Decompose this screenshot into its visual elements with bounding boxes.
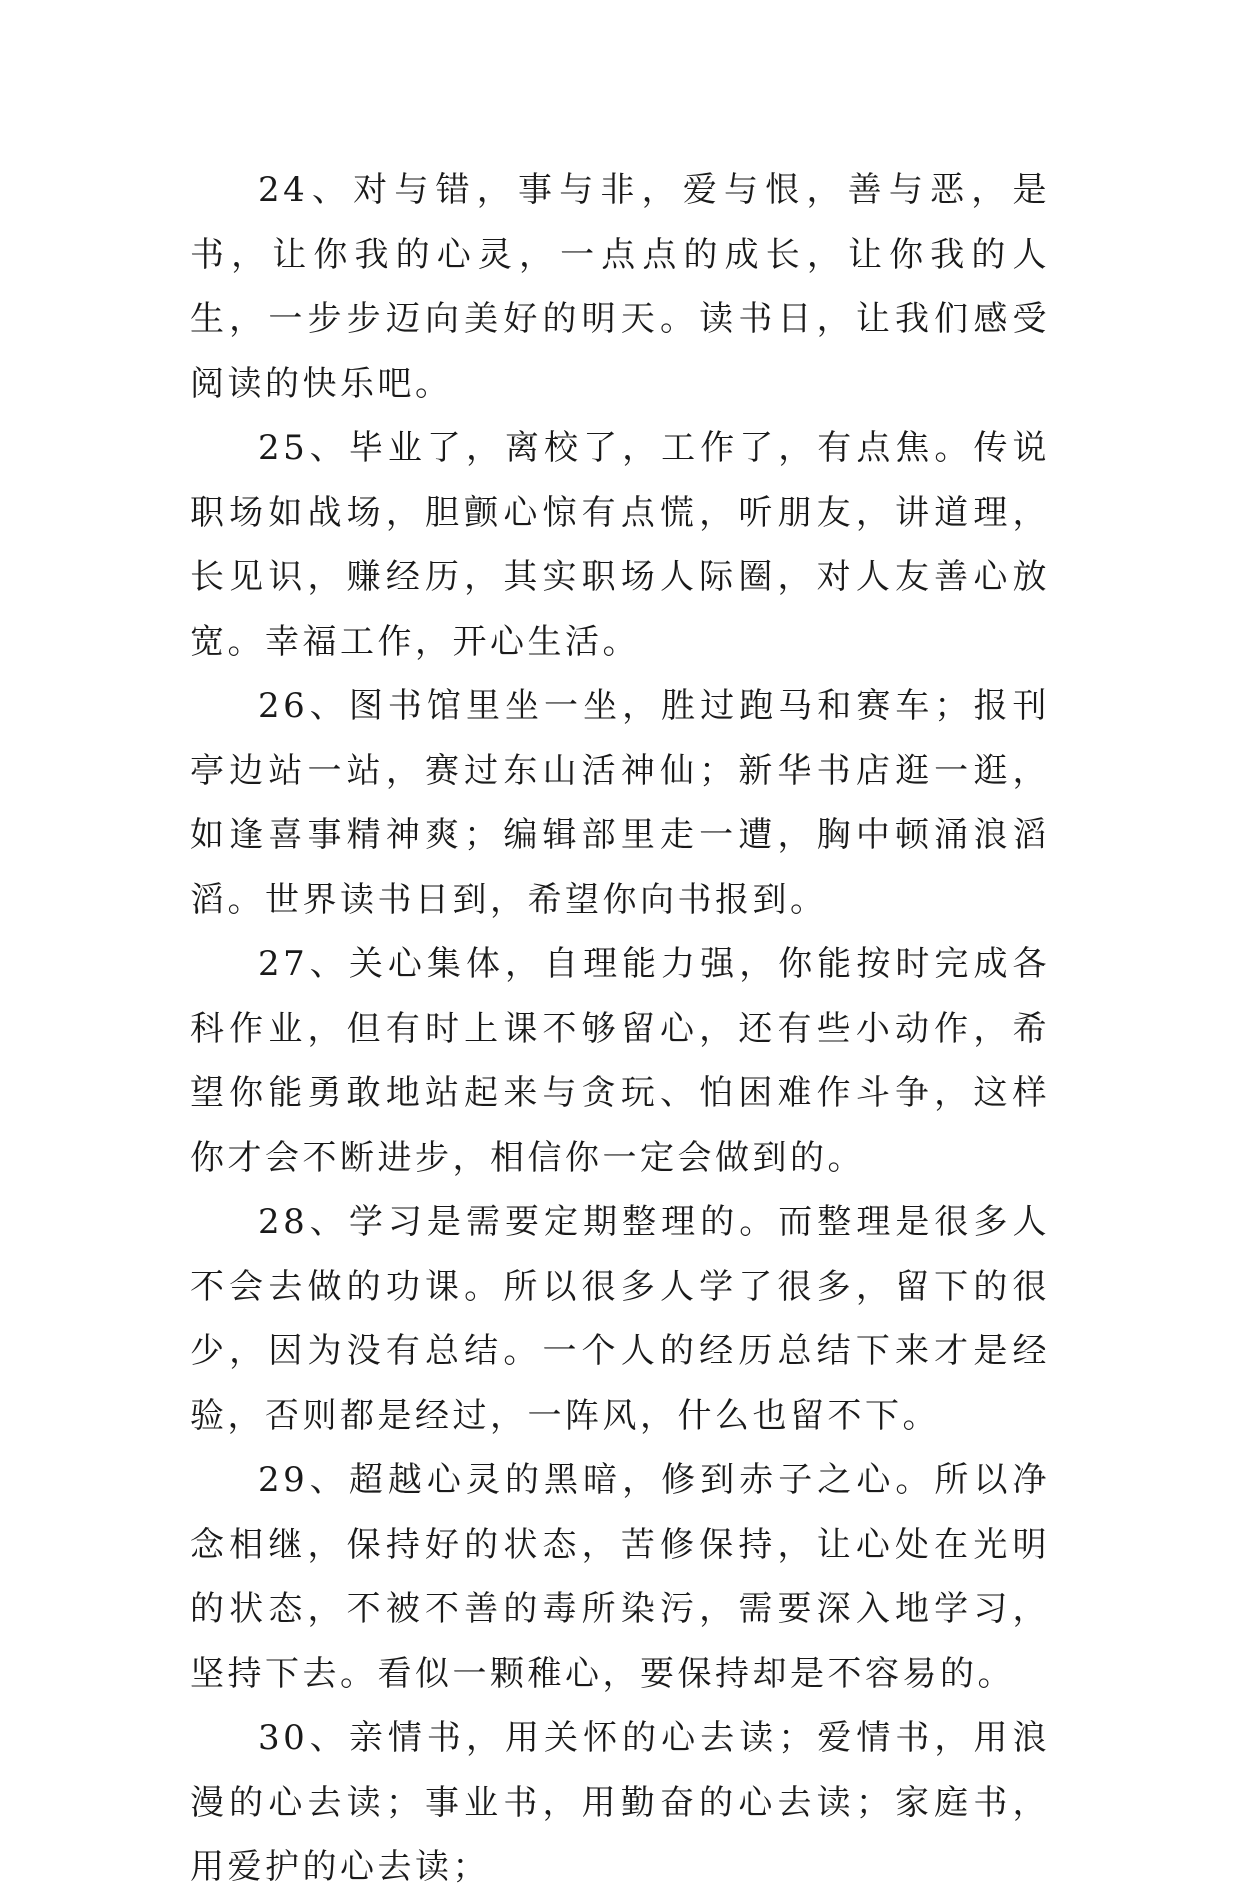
document-body (190, 158, 1050, 1900)
paragraph-26: 26、图书馆里坐一坐，胜过跑马和赛车；报刊亭边站一站，赛过东山活神仙；新华书店逛一逛，如逢喜事精神爽；编辑部里走一遭，胸中顿涌浪滔滔。世界读书日到，希望你向书报到。 (190, 686, 1050, 920)
paragraph-28: 28、学习是需要定期整理的。而整理是很多人不会去做的功课。所以很多人学了很多，留下的很少，因为没有总结。一个人的经历总结下来才是经验，否则都是经过，一阵风，什么也留不下。 (190, 1202, 1050, 1436)
paragraph-30: 30、亲情书，用关怀的心去读；爱情书，用浪漫的心去读；事业书，用勤奋的心去读；家庭书，用爱护的心去读； (190, 1718, 1050, 1887)
paragraph-29: 29、超越心灵的黑暗，修到赤子之心。所以净念相继，保持好的状态，苦修保持，让心处在光明的状态，不被不善的毒所染污，需要深入地学习，坚持下去。看似一颗稚心，要保持却是不容易的。 (190, 1460, 1050, 1694)
paragraph-25: 25、毕业了，离校了，工作了，有点焦。传说职场如战场，胆颤心惊有点慌，听朋友，讲道理，长见识，赚经历，其实职场人际圈，对人友善心放宽。幸福工作，开心生活。 (190, 428, 1050, 662)
paragraph-27: 27、关心集体，自理能力强，你能按时完成各科作业，但有时上课不够留心，还有些小动作，希望你能勇敢地站起来与贪玩、怕困难作斗争，这样你才会不断进步，相信你一定会做到的。 (190, 944, 1050, 1178)
paragraph-24: 24、对与错，事与非，爱与恨，善与恶，是书，让你我的心灵，一点点的成长，让你我的人生，一步步迈向美好的明天。读书日，让我们感受阅读的快乐吧。 (190, 170, 1050, 404)
